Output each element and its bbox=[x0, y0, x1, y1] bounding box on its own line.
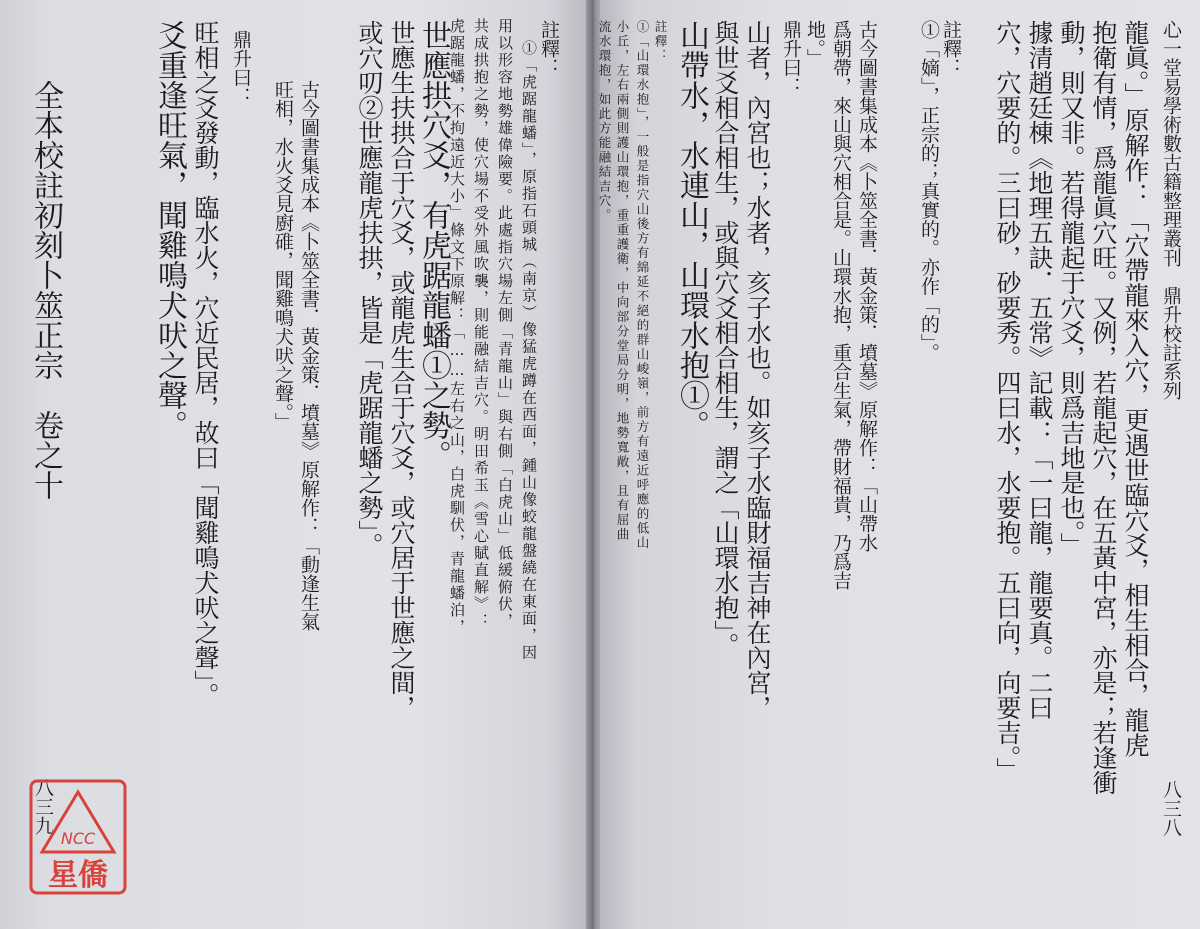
notes-label: 註釋： bbox=[653, 20, 668, 64]
body-line: 據清趙廷棟《地理五訣．五常》記載：「一曰龍，龍要真。二曰 bbox=[1025, 20, 1054, 720]
note-line: 共成拱抱之勢，使穴場不受外風吹襲，則能融結吉穴。明田希玉《雪心賦直解》： bbox=[472, 18, 490, 630]
section-heading: 山帶水，水連山，山環水抱①。 bbox=[674, 20, 709, 440]
notes-label: 註釋： bbox=[940, 20, 962, 77]
seal-top-text: NCC bbox=[60, 829, 96, 848]
sub-reference: 古今圖書集成本《卜筮全書．黃金策．墳墓》原解作：「動逢生氣 bbox=[298, 80, 320, 631]
notes-label: 註釋： bbox=[538, 20, 560, 77]
section-text: 旺相之爻發動，臨水火，穴近民居，故曰「聞雞鳴犬吠之聲」。 bbox=[191, 20, 220, 708]
note-line: ①「嫡」，正宗的；真實的。亦作「的」。 bbox=[918, 20, 940, 362]
sub-reference: 爲朝帶，來山與穴相合是。山環水抱，重合生氣，帶財福貴，乃爲吉 bbox=[830, 20, 852, 590]
body-line: 山者，內宮也；水者，亥子水也。如亥子水臨財福吉神在內宮， bbox=[743, 20, 772, 720]
note-line: 小丘，左右兩側則護山環抱，重重護衛，中向部分堂局分明，地勢寬敞，且有屈曲 bbox=[615, 20, 630, 542]
sub-reference: 地。」 bbox=[804, 20, 826, 68]
section-heading: 爻重逢旺氣，聞雞鳴犬吠之聲。 bbox=[152, 20, 187, 440]
byline: 鼎升曰： bbox=[780, 20, 802, 96]
sub-reference: 旺相，水火爻見廚碓，聞雞鳴犬吠之聲。」 bbox=[272, 80, 294, 432]
body-line: 龍眞。」原解作：「穴帶龍來入穴，更遇世臨穴爻，相生相合，龍虎 bbox=[1121, 20, 1150, 758]
main-text: 或穴叨②世應龍虎扶拱，皆是「虎踞龍蟠之勢」。 bbox=[355, 20, 384, 558]
note-line: ①「山環水抱」，一般是指穴山後方有綿延不絕的群山峻嶺，前方有遠近呼應的低山 bbox=[635, 20, 650, 551]
seal-main-text: 星僑 bbox=[48, 858, 108, 893]
right-page bbox=[597, 0, 1200, 929]
page-number: 八三九 bbox=[32, 778, 54, 835]
byline: 鼎升曰： bbox=[230, 30, 252, 106]
main-heading: 世應拱穴爻，有虎踞龍蟠①之勢。 bbox=[416, 20, 451, 470]
body-line: 與世爻相合相生，或與穴爻相合相生，謂之「山環水抱」。 bbox=[711, 20, 740, 658]
main-text: 世應生扶拱合于穴爻，或龍虎生合于穴爻，或穴居于世應之間， bbox=[387, 20, 416, 720]
watermark-seal bbox=[28, 778, 128, 896]
note-line: 流水環抱，如此方能融結吉穴。 bbox=[597, 20, 612, 223]
body-line: 穴，穴要的。三曰砂，砂要秀。四曰水，水要抱。五曰向，向要吉。」 bbox=[993, 20, 1022, 783]
page-margin-title: 全本校註初刻卜筮正宗 卷之十 bbox=[28, 80, 63, 500]
note-line: ①「虎踞龍蟠」，原指石頭城（南京）像猛虎蹲在西面，鍾山像蛟龍盤繞在東面，因 bbox=[520, 40, 538, 662]
series-title: 心一堂易學術數古籍整理叢刊 鼎升校註系列 bbox=[1160, 20, 1182, 400]
body-line: 抱衛有情，爲龍眞穴旺。又例，若龍起穴，在五黃中宮，亦是；若逢衝 bbox=[1089, 20, 1118, 795]
page-number: 八三八 bbox=[1160, 780, 1182, 837]
body-line: 動，則又非。若得龍起于穴爻，則爲吉地是也。」 bbox=[1057, 20, 1086, 558]
note-line: 用以形容地勢雄偉險要。此處指穴場左側「青龍山」與右側「白虎山」低緩俯伏， bbox=[496, 18, 514, 630]
sub-reference: 古今圖書集成本《卜筮全書．黃金策．墳墓》原解作：「山帶水 bbox=[856, 20, 878, 552]
note-line: 虎踞龍蟠，不拘遠近大小」條文下原解：「……左右之山，白虎馴伏，青龍蟠泊， bbox=[448, 18, 466, 636]
